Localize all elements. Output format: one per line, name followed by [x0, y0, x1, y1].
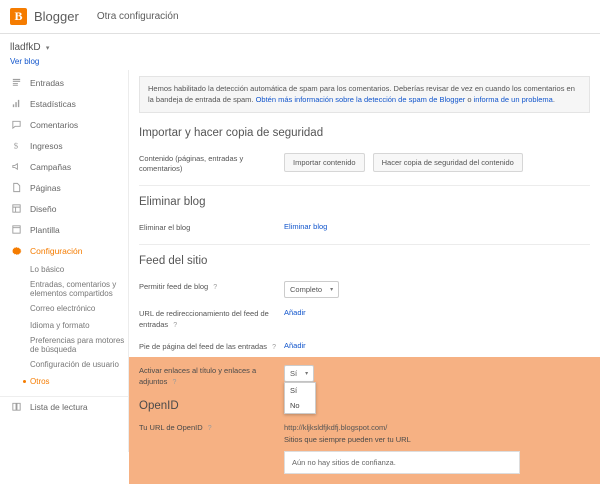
allow-blog-feed-value: Completo	[290, 285, 323, 295]
notice-end: .	[552, 95, 555, 105]
help-icon[interactable]: ?	[272, 344, 277, 352]
sidebar-item-label: Comentarios	[30, 119, 79, 130]
sidebar-item-label: Entradas	[30, 77, 65, 88]
backup-content-button[interactable]: Hacer copia de seguridad del contenido	[373, 153, 523, 172]
feed-redirect-url-row	[129, 302, 600, 335]
sidebar-item-label: Lista de lectura	[30, 401, 88, 412]
sidebar-subitem-preferencias-motores[interactable]	[0, 334, 128, 356]
settings-content	[128, 70, 600, 467]
sidebar-item-diseno[interactable]	[0, 198, 128, 219]
svg-text:$: $	[13, 140, 19, 151]
help-icon[interactable]: ?	[172, 379, 177, 387]
openid-url-label: Tu URL de OpenID	[139, 423, 203, 433]
active-dot-icon	[23, 380, 26, 383]
sidebar-subitem-label: Preferencias para motores de búsqueda	[30, 335, 125, 354]
openid-section-title: OpenID	[139, 400, 179, 413]
sidebar-item-ingresos[interactable]	[0, 135, 128, 156]
notice-text: Hemos habilitado la detección automática de spam para los comentarios. Deberías revisar de vez en cuando los comentarios en la bandeja de entrada de spam.	[148, 84, 575, 105]
blog-selector[interactable]	[0, 34, 600, 70]
sidebar-subitem-otros[interactable]	[0, 373, 128, 390]
blogger-logo-icon: B	[10, 8, 27, 25]
dropdown-option-si[interactable]: Sí	[290, 386, 298, 396]
feed-footer-label: Pie de página del feed de las entradas	[139, 342, 268, 352]
highlighted-region	[129, 357, 600, 484]
chevron-down-icon: ▾	[330, 287, 334, 294]
enable-title-links-label: Activar enlaces al título y enlaces a adjuntos	[139, 366, 257, 387]
sidebar-item-entradas[interactable]	[0, 72, 128, 93]
openid-url-subtext: Sitios que siempre pueden ver tu URL	[284, 434, 411, 444]
sidebar-subitem-label: Configuración de usuario	[30, 360, 119, 369]
import-content-row	[129, 147, 600, 180]
pages-icon	[10, 181, 23, 194]
chevron-down-icon: ▾	[305, 371, 309, 378]
stats-icon	[10, 97, 23, 110]
help-icon[interactable]: ?	[173, 322, 178, 329]
feed-section-title: Feed del sitio	[139, 255, 208, 268]
notice-middle: o	[465, 95, 474, 105]
sidebar-subitem-entradas-comentarios[interactable]	[0, 278, 128, 300]
sidebar-item-label: Ingresos	[30, 140, 63, 151]
sidebar-item-label: Páginas	[30, 182, 61, 193]
help-icon[interactable]: ?	[207, 425, 212, 433]
sidebar-item-estadisticas[interactable]	[0, 93, 128, 114]
earnings-icon	[10, 139, 23, 152]
sidebar-subitem-label: Idioma y formato	[30, 321, 90, 330]
sidebar-item-label: Configuración	[30, 245, 83, 256]
sidebar-item-comentarios[interactable]	[0, 114, 128, 135]
comments-icon	[10, 118, 23, 131]
view-blog-link[interactable]: Ver blog	[10, 57, 40, 66]
sidebar-item-label: Plantilla	[30, 224, 60, 235]
allow-blog-feed-row	[129, 275, 600, 302]
import-section-title: Importar y hacer copia de seguridad	[139, 126, 324, 139]
sidebar-item-label: Campañas	[30, 161, 72, 172]
sidebar-item-campanas[interactable]	[0, 156, 128, 177]
reading-list-icon	[10, 401, 23, 412]
allow-blog-feed-select[interactable]	[284, 281, 339, 298]
sidebar-subitem-idioma-formato[interactable]	[0, 317, 128, 334]
settings-gear-icon	[10, 244, 23, 257]
sidebar-subitem-correo-electronico[interactable]	[0, 300, 128, 317]
notice-link-spam-info[interactable]: Obtén más información sobre la detección de spam de Blogger	[255, 95, 466, 105]
openid-url-value: http://kljksldfjkdfj.blogspot.com/	[284, 423, 388, 433]
delete-blog-link[interactable]: Eliminar blog	[284, 222, 328, 232]
sidebar-item-label: Diseño	[30, 203, 57, 214]
sidebar-item-lista-de-lectura[interactable]	[0, 396, 128, 416]
sidebar	[0, 70, 128, 452]
sidebar-subitem-label: Otros	[30, 377, 50, 386]
product-name[interactable]: Blogger	[34, 9, 79, 24]
delete-blog-row	[129, 216, 600, 238]
campaigns-icon	[10, 160, 23, 173]
chevron-down-icon[interactable]: ▾	[45, 45, 50, 52]
trusted-sites-box: Aún no hay sitios de confianza.	[284, 451, 520, 474]
spam-detection-notice	[139, 76, 590, 113]
feed-footer-add-link[interactable]: Añadir	[284, 341, 306, 351]
sidebar-item-plantilla[interactable]	[0, 219, 128, 240]
feed-redirect-url-label: URL de redireccionamiento del feed de entradas	[139, 309, 269, 329]
allow-blog-feed-label: Permitir feed de blog	[139, 282, 209, 292]
sidebar-item-configuracion[interactable]	[0, 240, 128, 261]
notice-link-report-problem[interactable]: informa de un problema	[473, 95, 553, 105]
sidebar-subitem-label: Lo básico	[30, 265, 65, 274]
feed-footer-row	[129, 335, 600, 357]
posts-icon	[10, 76, 23, 89]
template-icon	[10, 223, 23, 236]
enable-title-links-dropdown[interactable]	[284, 382, 316, 414]
layout-icon	[10, 202, 23, 215]
sidebar-subitem-label: Correo electrónico	[30, 304, 96, 313]
sidebar-subitem-lo-basico[interactable]	[0, 261, 128, 278]
page-title: Otra configuración	[96, 11, 179, 22]
sidebar-item-paginas[interactable]	[0, 177, 128, 198]
openid-url-row	[129, 416, 600, 484]
enable-title-links-select[interactable]	[284, 365, 314, 382]
sidebar-item-label: Estadísticas	[30, 98, 76, 109]
delete-section-title: Eliminar blog	[139, 196, 206, 209]
sidebar-subitem-label: Entradas, comentarios y elementos compartidos	[30, 279, 117, 298]
enable-title-links-value: Sí	[290, 369, 298, 379]
import-content-button[interactable]: Importar contenido	[284, 153, 365, 172]
import-content-label: Contenido (páginas, entradas y comentarios)	[139, 153, 244, 174]
blog-name[interactable]: lladfkD	[10, 42, 41, 53]
help-icon[interactable]: ?	[213, 284, 218, 292]
delete-blog-label: Eliminar el blog	[139, 223, 191, 233]
top-bar	[0, 0, 600, 34]
feed-redirect-add-link[interactable]: Añadir	[284, 308, 306, 318]
dropdown-option-no[interactable]: No	[290, 401, 300, 411]
sidebar-subitem-configuracion-usuario[interactable]	[0, 356, 128, 373]
